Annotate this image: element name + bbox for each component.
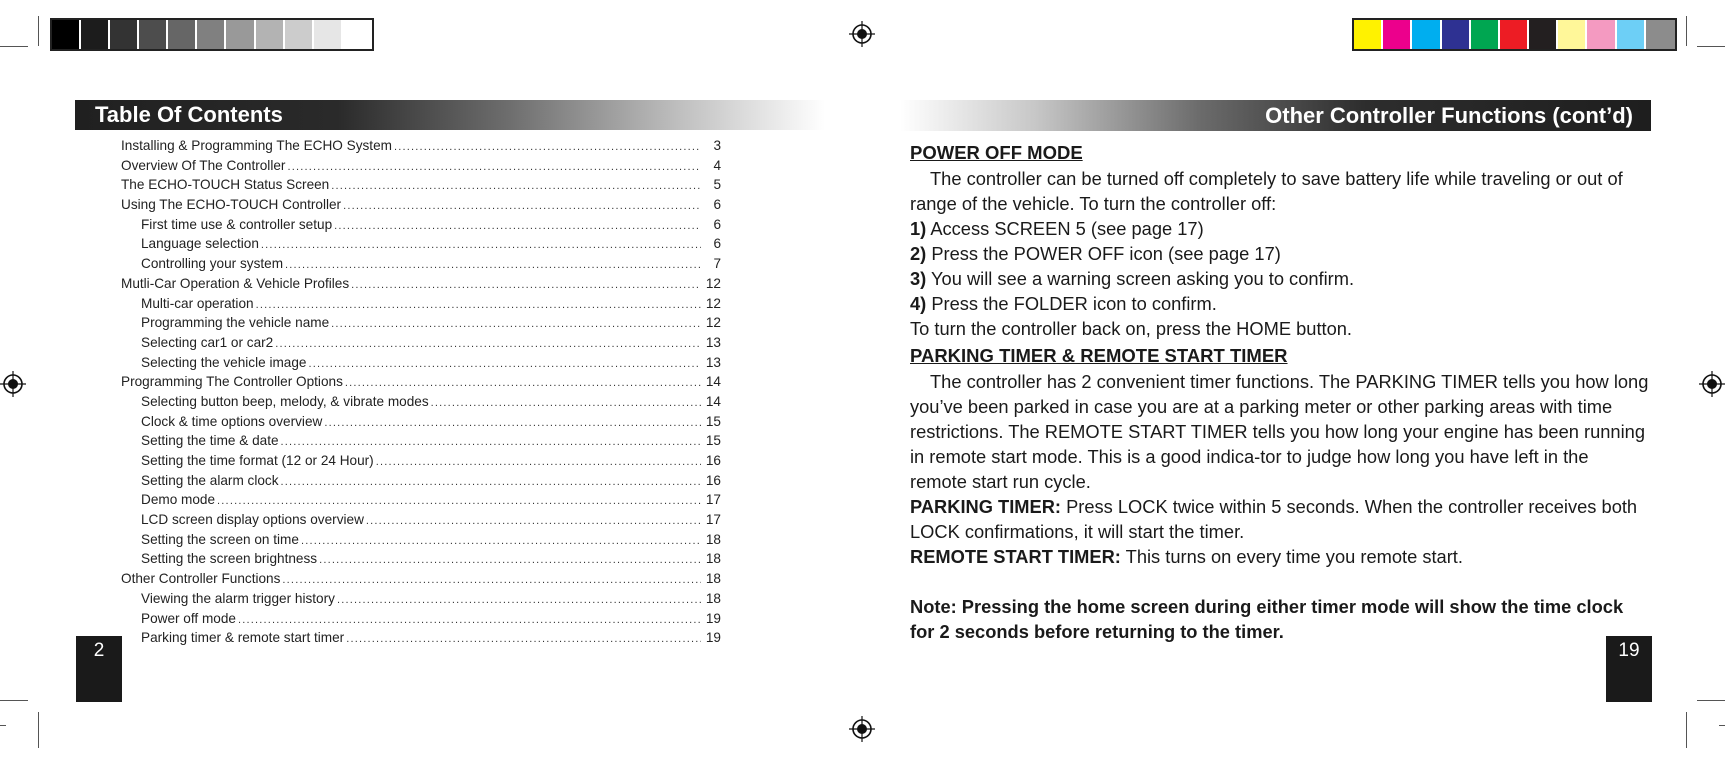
step-number: 2) bbox=[910, 243, 927, 264]
crop-mark bbox=[1686, 712, 1687, 748]
toc-leader-dots bbox=[275, 335, 701, 355]
page-number: 2 bbox=[93, 640, 105, 661]
toc-entry-page: 15 bbox=[705, 413, 721, 429]
toc-entry-title: Selecting button beep, melody, & vibrate modes bbox=[141, 393, 429, 409]
toc-entry-title: Installing & Programming The ECHO System bbox=[121, 138, 392, 153]
toc-entry-page: 5 bbox=[713, 177, 721, 193]
toc-entry-page: 12 bbox=[705, 275, 721, 291]
toc-entry-title: Mutli-Car Operation & Vehicle Profiles bbox=[121, 275, 350, 291]
toc-entry bbox=[121, 549, 721, 569]
color-swatch bbox=[1412, 20, 1441, 49]
toc-entry-page: 17 bbox=[705, 492, 721, 508]
toc-entry-title: Setting the alarm clock bbox=[141, 472, 279, 488]
toc-entry-title: Programming the vehicle name bbox=[141, 315, 330, 331]
color-swatch bbox=[285, 20, 314, 49]
toc-entry-title: Setting the time format (12 or 24 Hour) bbox=[141, 453, 374, 468]
toc-entry-page: 12 bbox=[705, 315, 721, 331]
toc-entry-title: Language selection bbox=[141, 236, 259, 252]
toc-entry bbox=[121, 609, 721, 629]
toc-entry-page: 19 bbox=[705, 630, 721, 646]
toc-entry bbox=[121, 569, 721, 589]
toc-entry bbox=[121, 195, 721, 215]
toc-leader-dots bbox=[351, 276, 701, 296]
page-number: 19 bbox=[1618, 640, 1640, 661]
color-swatch bbox=[314, 20, 343, 49]
color-swatch bbox=[1383, 20, 1412, 49]
toc-entry bbox=[121, 333, 721, 353]
toc-entry-title: Demo mode bbox=[141, 492, 216, 508]
toc-leader-dots bbox=[324, 414, 701, 434]
toc-entry bbox=[121, 254, 721, 274]
toc-entry-page: 6 bbox=[713, 236, 721, 252]
toc-entry-page: 6 bbox=[713, 197, 721, 213]
toc-entry-title: Using The ECHO-TOUCH Controller bbox=[121, 197, 342, 213]
color-swatch bbox=[1646, 20, 1675, 49]
power-off-step bbox=[910, 291, 1650, 316]
toc-entry bbox=[121, 175, 721, 195]
color-swatch bbox=[1587, 20, 1616, 49]
color-swatch bbox=[1558, 20, 1587, 49]
toc-entry bbox=[121, 392, 721, 412]
toc-leader-dots bbox=[282, 571, 701, 591]
toc-entry bbox=[121, 274, 721, 294]
step-text: Access SCREEN 5 (see page 17) bbox=[926, 218, 1204, 239]
color-swatch bbox=[81, 20, 110, 49]
toc-entry-page: 13 bbox=[705, 354, 721, 370]
toc-entry bbox=[121, 510, 721, 530]
toc-entry bbox=[121, 294, 721, 314]
power-off-step bbox=[910, 241, 1650, 266]
toc-leader-dots bbox=[319, 551, 701, 571]
step-text: Press the POWER OFF icon (see page 17) bbox=[926, 243, 1281, 264]
toc-entry-page: 18 bbox=[705, 551, 721, 567]
color-swatch bbox=[139, 20, 168, 49]
step-number: 1) bbox=[910, 218, 927, 239]
toc-entry-title: First time use & controller setup bbox=[141, 216, 333, 232]
color-swatch bbox=[1471, 20, 1500, 49]
toc-entry-title: Clock & time options overview bbox=[141, 413, 323, 429]
toc-entry bbox=[121, 431, 721, 451]
color-swatch bbox=[168, 20, 197, 49]
registration-mark-icon bbox=[849, 716, 875, 742]
toc-leader-dots bbox=[331, 177, 701, 197]
remote-timer-text: This turns on every time you remote start. bbox=[1120, 546, 1463, 567]
toc-entry-title: Multi-car operation bbox=[141, 295, 254, 311]
toc-entry bbox=[121, 628, 721, 648]
registration-mark-icon bbox=[0, 371, 26, 397]
color-swatch bbox=[343, 20, 372, 49]
remote-timer-paragraph bbox=[910, 544, 1650, 569]
toc-entry-page: 14 bbox=[705, 374, 721, 390]
toc-entry bbox=[121, 353, 721, 373]
toc-entry-page: 16 bbox=[705, 472, 721, 488]
toc-entry bbox=[121, 589, 721, 609]
power-off-step bbox=[910, 266, 1650, 291]
timer-note: Note: Pressing the home screen during either timer mode will show the time clock for 2 seconds before returning to the timer. bbox=[910, 596, 1624, 642]
color-swatch bbox=[226, 20, 255, 49]
toc-entry-title: Controlling your system bbox=[141, 256, 284, 272]
toc-entry-page: 15 bbox=[705, 433, 721, 449]
toc-entry bbox=[121, 530, 721, 550]
toc-entry-page: 18 bbox=[705, 590, 721, 606]
toc-entry-title: Setting the screen brightness bbox=[141, 551, 318, 567]
color-swatch bbox=[197, 20, 226, 49]
toc-entry bbox=[121, 490, 721, 510]
toc-entry-page: 18 bbox=[705, 531, 721, 547]
toc-leader-dots bbox=[337, 591, 701, 611]
timers-intro: The controller has 2 convenient timer functions. The PARKING TIMER tells you how long you’ve been parked in case you are at a parking meter or other parking areas with time restrictions. The REMOTE START TIMER tells you how long your engine has been running in remote start mode. This is a good indica-tor to judge how long you have left in the remote start run cycle. bbox=[910, 371, 1649, 492]
power-off-step bbox=[910, 216, 1650, 241]
color-swatch bbox=[1500, 20, 1529, 49]
toc-entry-title: Viewing the alarm trigger history bbox=[141, 590, 335, 606]
functions-header-title: Other Controller Functions (cont’d) bbox=[1265, 103, 1633, 128]
toc-leader-dots bbox=[301, 532, 701, 552]
color-swatch bbox=[1529, 20, 1558, 49]
toc-entry-page: 7 bbox=[713, 256, 721, 272]
toc-entry-title: Programming The Controller Options bbox=[121, 374, 343, 390]
toc-leader-dots bbox=[287, 158, 701, 178]
toc-leader-dots bbox=[431, 394, 701, 414]
toc-entry bbox=[121, 412, 721, 432]
color-swatch bbox=[52, 20, 81, 49]
crop-mark bbox=[1697, 700, 1725, 701]
registration-mark-icon bbox=[1699, 371, 1725, 397]
toc-leader-dots bbox=[331, 315, 701, 335]
crop-mark bbox=[38, 712, 39, 748]
color-swatch bbox=[1617, 20, 1646, 49]
crop-mark bbox=[0, 725, 6, 726]
color-swatch bbox=[1442, 20, 1471, 49]
color-swatch bbox=[110, 20, 139, 49]
toc-entry bbox=[121, 136, 721, 156]
toc-header-title: Table Of Contents bbox=[95, 102, 283, 127]
table-of-contents bbox=[121, 136, 721, 648]
color-swatch bbox=[256, 20, 285, 49]
toc-entry-page: 17 bbox=[705, 512, 721, 528]
parking-timer-text: Press LOCK twice within 5 seconds. When the controller receives both LOCK confirmations, it will start the timer. bbox=[910, 496, 1638, 542]
toc-entry-title: Selecting car1 or car2 bbox=[141, 334, 274, 350]
toc-entry-title: LCD screen display options overview bbox=[141, 512, 364, 528]
toc-entry bbox=[121, 471, 721, 491]
toc-entry-page: 4 bbox=[713, 157, 721, 173]
toc-leader-dots bbox=[343, 197, 701, 217]
toc-header-bar bbox=[75, 100, 825, 130]
toc-leader-dots bbox=[309, 355, 702, 375]
toc-entry-page: 3 bbox=[713, 138, 721, 153]
toc-entry bbox=[121, 313, 721, 333]
toc-leader-dots bbox=[334, 217, 701, 237]
crop-mark bbox=[1697, 46, 1725, 47]
toc-entry-page: 13 bbox=[705, 334, 721, 350]
toc-entry-page: 12 bbox=[705, 295, 721, 311]
toc-entry-title: Other Controller Functions bbox=[121, 571, 281, 587]
crop-mark bbox=[1719, 725, 1725, 726]
toc-leader-dots bbox=[346, 630, 701, 650]
toc-entry-title: The ECHO-TOUCH Status Screen bbox=[121, 177, 330, 193]
power-off-steps bbox=[910, 216, 1650, 316]
power-off-intro: The controller can be turned off completely to save battery life while traveling or out of range of the vehicle. To turn the controller off: bbox=[910, 168, 1623, 214]
toc-entry-page: 18 bbox=[705, 571, 721, 587]
functions-header-bar bbox=[900, 100, 1651, 131]
registration-mark-icon bbox=[849, 21, 875, 47]
step-text: Press the FOLDER icon to confirm. bbox=[926, 293, 1217, 314]
timers-title: PARKING TIMER & REMOTE START TIMER bbox=[910, 345, 1288, 366]
parking-timer-paragraph bbox=[910, 494, 1650, 544]
toc-entry-page: 14 bbox=[705, 393, 721, 409]
page-number-badge bbox=[1606, 636, 1652, 702]
toc-entry-page: 19 bbox=[705, 610, 721, 626]
crop-mark bbox=[0, 700, 28, 701]
toc-entry-title: Parking timer & remote start timer bbox=[141, 630, 345, 646]
toc-entry-page: 6 bbox=[713, 216, 721, 232]
toc-entry bbox=[121, 234, 721, 254]
toc-entry-title: Overview Of The Controller bbox=[121, 157, 286, 173]
toc-entry bbox=[121, 156, 721, 176]
toc-entry-page: 16 bbox=[705, 453, 721, 468]
toc-leader-dots bbox=[366, 512, 701, 532]
grayscale-swatch-bar bbox=[50, 18, 374, 51]
power-off-outro: To turn the controller back on, press the HOME button. bbox=[910, 318, 1353, 339]
step-number: 3) bbox=[910, 268, 927, 289]
crop-mark bbox=[38, 16, 39, 46]
step-number: 4) bbox=[910, 293, 927, 314]
crop-mark bbox=[1686, 16, 1687, 46]
color-swatch bbox=[1354, 20, 1383, 49]
color-swatch-bar bbox=[1352, 18, 1677, 51]
crop-mark bbox=[0, 46, 28, 47]
page-number-badge bbox=[76, 636, 122, 702]
toc-entry-title: Setting the screen on time bbox=[141, 531, 299, 547]
toc-entry-title: Setting the time & date bbox=[141, 433, 279, 449]
toc-leader-dots bbox=[261, 236, 701, 256]
toc-entry bbox=[121, 451, 721, 471]
power-off-title: POWER OFF MODE bbox=[910, 142, 1083, 163]
parking-timer-label: PARKING TIMER: bbox=[910, 496, 1061, 517]
toc-leader-dots bbox=[281, 473, 701, 493]
page-content bbox=[910, 140, 1650, 644]
toc-entry bbox=[121, 215, 721, 235]
remote-timer-label: REMOTE START TIMER: bbox=[910, 546, 1121, 567]
toc-entry-title: Selecting the vehicle image bbox=[141, 354, 307, 370]
step-text: You will see a warning screen asking you to confirm. bbox=[926, 268, 1355, 289]
toc-entry bbox=[121, 372, 721, 392]
toc-leader-dots bbox=[376, 453, 701, 473]
toc-entry-title: Power off mode bbox=[141, 610, 236, 626]
toc-leader-dots bbox=[394, 138, 701, 158]
